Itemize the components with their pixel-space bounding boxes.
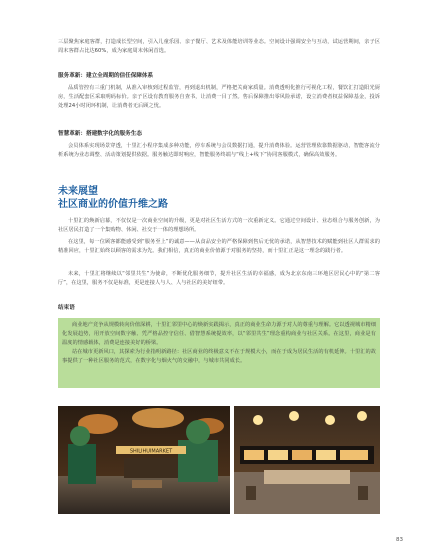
conclusion-paragraph-1: 商业地产竞争从规模转向价值深耕，十里汇邻里中心的焕新实践揭示，真正的商业生命力源于对人的尊重与理解。它以透视城市精细化发展趋势，用开放空间数字触、凭严格品控守信任、借智慧系统提效率，以“邻里共生”理念重构商业与社区关系。在这里，商业是有温度的情感载体，消费是连接美好的桥梁。	[62, 322, 376, 346]
digital-paragraph: 会员体系实现场景穿透，十里汇小程序集成多种功能，停车系统与会员数据打通，提升消费体验。运营管理依靠数据驱动，智能客流分析系统为业态调整、活动策划提供依据。服务触达即时响应，智能服务终端与“线上+线下”协同客服模式，确保高效服务。	[58, 143, 380, 158]
mall-interior-photo	[58, 406, 230, 514]
outlook-paragraph-2: 在这里，每一位顾客都能感受到“服务至上”的诚意——从食品安全的严格保障到售后无忧的承诺，从智慧技术的赋能到社区人群需求的精准回应，十里汇始终以顾客的需求为先。我们相信，真正的商业价值源于对服务的坚持，而十里汇正是这一理念的践行者。	[58, 239, 380, 254]
market-sign: SHILIHUIMARKET	[129, 448, 173, 455]
digital-heading: 智慧革新：搭建数字化的服务生态	[58, 131, 142, 137]
photo-strip	[58, 406, 380, 514]
service-heading: 服务革新：建立全周期的信任保障体系	[58, 73, 154, 79]
service-paragraph: 品质管控有三重门机制，从准入审核到过程监管，再到退出机制，严格把关商家质量。消费透明化推行可视化工程，餐饮汇打造阳光厨房，生活配套区采取明码标价。亲子区设有教育服务自查书，让消费一目了然。售后保障推出零风险承诺，设立消费者权益保障基金，投诉处理24小时闭环机制，让消费者无后顾之忧。	[58, 85, 380, 109]
food-court-photo	[234, 406, 380, 514]
outlook-paragraph-3: 未来，十里汇将继续以“邻里共生”为使命，不断优化服务细节，提升社区生活的幸福感，成为北京东南三环地区居民心中的“第二客厅”，在这里，服务不仅是标准，更是连接人与人、人与社区的美好纽带。	[58, 271, 380, 286]
conclusion-heading: 结束语	[58, 305, 75, 311]
conclusion-box	[58, 318, 380, 388]
conclusion-paragraph-2: 站在城市更新风口，其探索为行业指明新路径：社区商业的终极意义不在于规模大小，而在于成为居民生活的有机延伸。十里汇的故事提供了一种社区服务的范式，在数字化与烟火气的交融中，与城市共同成长。	[62, 349, 376, 364]
page-number: 83	[396, 537, 403, 543]
outlook-title: 未来展望	[58, 186, 98, 197]
intro-paragraph: 三层聚焦家庭客群，打造成长型空间，引入儿童乐园、亲子餐厅、艺术及体能培训等业态。空间设计强调安全与互动，试运营期间，亲子区周末客群占比达60%，成为家庭周末休闲首选。	[58, 39, 380, 54]
outlook-subtitle: 社区商业的价值升维之路	[58, 199, 168, 210]
outlook-paragraph-1: 十里汇的焕新启幕，不仅仅是一次商业空间的升级，更是对社区生活方式的一次重新定义。它通过空间设计、业态组合与服务创新，为社区居民打造了一个集购物、休闲、社交于一体的理想场所。	[58, 218, 380, 233]
